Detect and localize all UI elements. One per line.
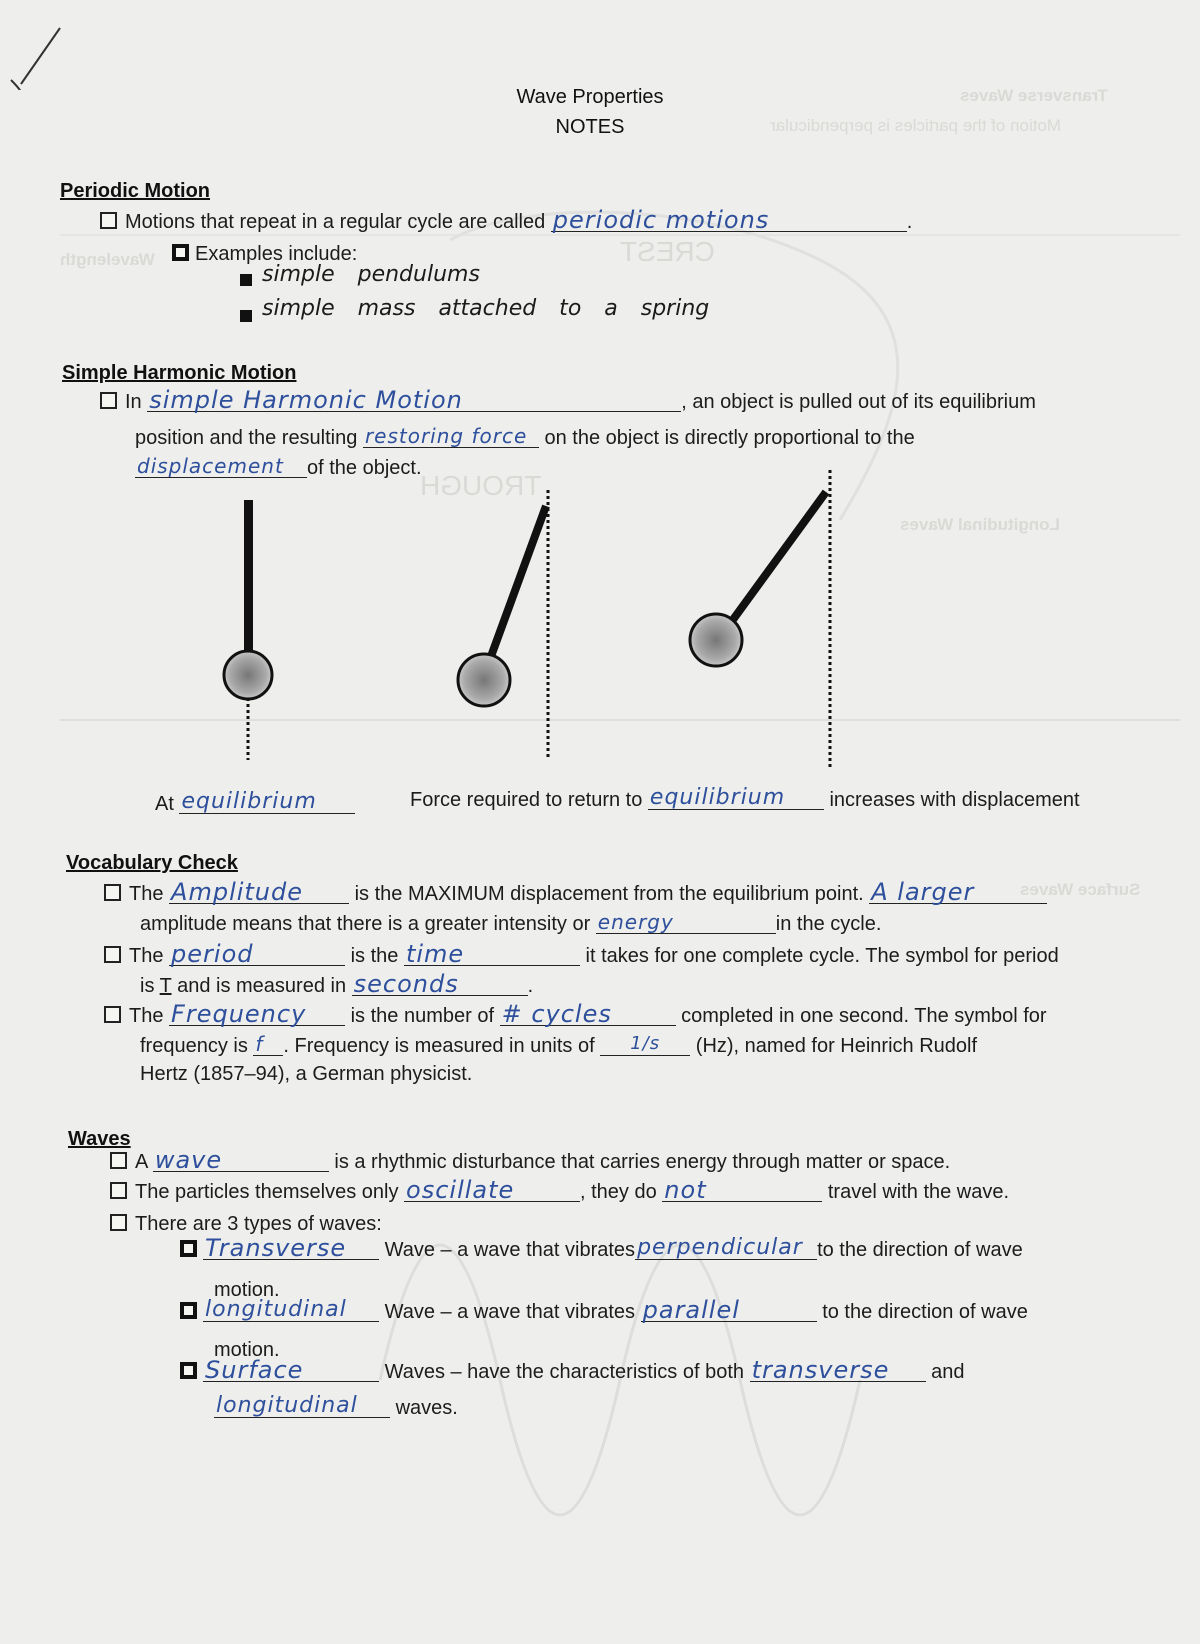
checkbox[interactable] [100, 392, 117, 409]
answer-blank: parallel [641, 1301, 817, 1322]
section-heading-shm: Simple Harmonic Motion [62, 362, 297, 384]
wave-type-transverse: Transverse Wave – a wave that vibrates perpendicular to the direction of wave [180, 1238, 1023, 1262]
checkbox[interactable] [172, 244, 189, 261]
checkbox[interactable] [110, 1152, 127, 1169]
answer-blank: # cycles [500, 1005, 676, 1026]
checkbox[interactable] [180, 1362, 197, 1379]
answer-blank: simple Harmonic Motion [147, 391, 681, 412]
wave-type-surface: Surface Waves – have the characteristics of both transverse and [180, 1360, 965, 1384]
answer-blank: equilibrium [179, 793, 355, 814]
waves-q1: A wave is a rhythmic disturbance that carries energy through matter or space. [110, 1150, 950, 1174]
answer-blank: displacement [135, 457, 307, 478]
section-heading-vocab: Vocabulary Check [66, 852, 238, 874]
bleed-text: Surface Waves [1020, 880, 1141, 899]
bleed-text: Longitudinal Waves [900, 515, 1060, 534]
checkbox[interactable] [104, 884, 121, 901]
answer-blank: time [404, 945, 580, 966]
wave-type-surface-2: longitudinal waves. [216, 1393, 458, 1419]
answer-blank: Frequency [169, 1005, 345, 1026]
checkbox[interactable] [100, 212, 117, 229]
vocab-frequency: The Frequency is the number of # cycles completed in one second. The symbol for [104, 1004, 1047, 1028]
caption-equilibrium: At equilibrium [155, 792, 355, 816]
checkbox[interactable] [104, 1006, 121, 1023]
example-1-text: simple pendulums [262, 262, 480, 287]
answer-blank: energy [596, 913, 776, 934]
answer-blank: Transverse [203, 1239, 379, 1260]
answer-blank: perpendicular [635, 1239, 817, 1260]
shm-line3: displacement of the object. [137, 454, 422, 479]
wave-type-longitudinal-2: motion. [214, 1339, 280, 1361]
answer-blank: wave [153, 1151, 329, 1172]
vocab-amplitude-2: amplitude means that there is a greater intensity or energy in the cycle. [140, 910, 882, 935]
bullet-icon [240, 310, 252, 322]
shm-line1: In simple Harmonic Motion , an object is pulled out of its equilibrium [100, 390, 1036, 414]
waves-q2: The particles themselves only oscillate , they do not travel with the wave. [110, 1180, 1009, 1204]
page-subtitle: NOTES [555, 116, 625, 138]
vocab-amplitude: The Amplitude is the MAXIMUM displacement from the equilibrium point. A larger [104, 882, 1047, 906]
section-heading-periodic: Periodic Motion [60, 180, 210, 202]
waves-q3: There are 3 types of waves: [110, 1212, 382, 1236]
answer-blank: transverse [750, 1361, 926, 1382]
periodic-q1: Motions that repeat in a regular cycle are called periodic motions . [100, 210, 912, 234]
section-heading-waves: Waves [68, 1128, 131, 1150]
answer-blank: longitudinal [214, 1397, 390, 1418]
bleed-text: Transverse Waves [960, 86, 1108, 105]
bleed-text: TROUGH [420, 470, 542, 501]
check-mark-icon [5, 20, 75, 90]
answer-blank: periodic motions [551, 211, 907, 232]
vocab-frequency-2: frequency is f . Frequency is measured in units of 1/s (Hz), named for Heinrich Rudolf [140, 1032, 978, 1057]
checkbox[interactable] [180, 1302, 197, 1319]
wave-type-longitudinal: longitudinal Wave – a wave that vibrates parallel to the direction of wave [180, 1300, 1028, 1324]
vocab-frequency-3: Hertz (1857–94), a German physicist. [140, 1063, 473, 1085]
wave-type-transverse-2: motion. [214, 1279, 280, 1301]
answer-blank: f [253, 1035, 283, 1056]
answer-blank: Surface [203, 1361, 379, 1382]
caption-force: Force required to return to equilibrium increases with displacement [410, 785, 1080, 811]
bleed-text: Wavelength [60, 250, 155, 269]
shm-line2: position and the resulting restoring force on the object is directly proportional to the [135, 424, 915, 449]
answer-blank: not [662, 1181, 822, 1202]
answer-blank: longitudinal [203, 1301, 379, 1322]
examples-label: Examples include: [172, 242, 357, 266]
bleed-text: Motion of the particles is perpendicular [770, 116, 1062, 135]
answer-blank: 1/s [600, 1035, 690, 1056]
vocab-period: The period is the time it takes for one complete cycle. The symbol for period [104, 944, 1059, 968]
example-2 [240, 304, 256, 328]
answer-blank: oscillate [404, 1181, 580, 1202]
answer-blank: equilibrium [648, 789, 824, 810]
checkbox[interactable] [180, 1240, 197, 1257]
answer-blank: restoring force [363, 427, 539, 448]
bleed-text: CREST [620, 236, 715, 267]
checkbox[interactable] [110, 1182, 127, 1199]
checkbox[interactable] [110, 1214, 127, 1231]
pendulum-diagram [0, 470, 1200, 770]
answer-blank: A larger [869, 883, 1047, 904]
answer-blank: period [169, 945, 345, 966]
answer-blank: seconds [352, 975, 528, 996]
example-1 [240, 268, 256, 292]
example-2-text: simple mass attached to a spring [262, 296, 710, 321]
checkbox[interactable] [104, 946, 121, 963]
vocab-period-2: is T and is measured in seconds . [140, 970, 534, 998]
page-title: Wave Properties [516, 86, 664, 108]
answer-blank: Amplitude [169, 883, 349, 904]
bullet-icon [240, 274, 252, 286]
